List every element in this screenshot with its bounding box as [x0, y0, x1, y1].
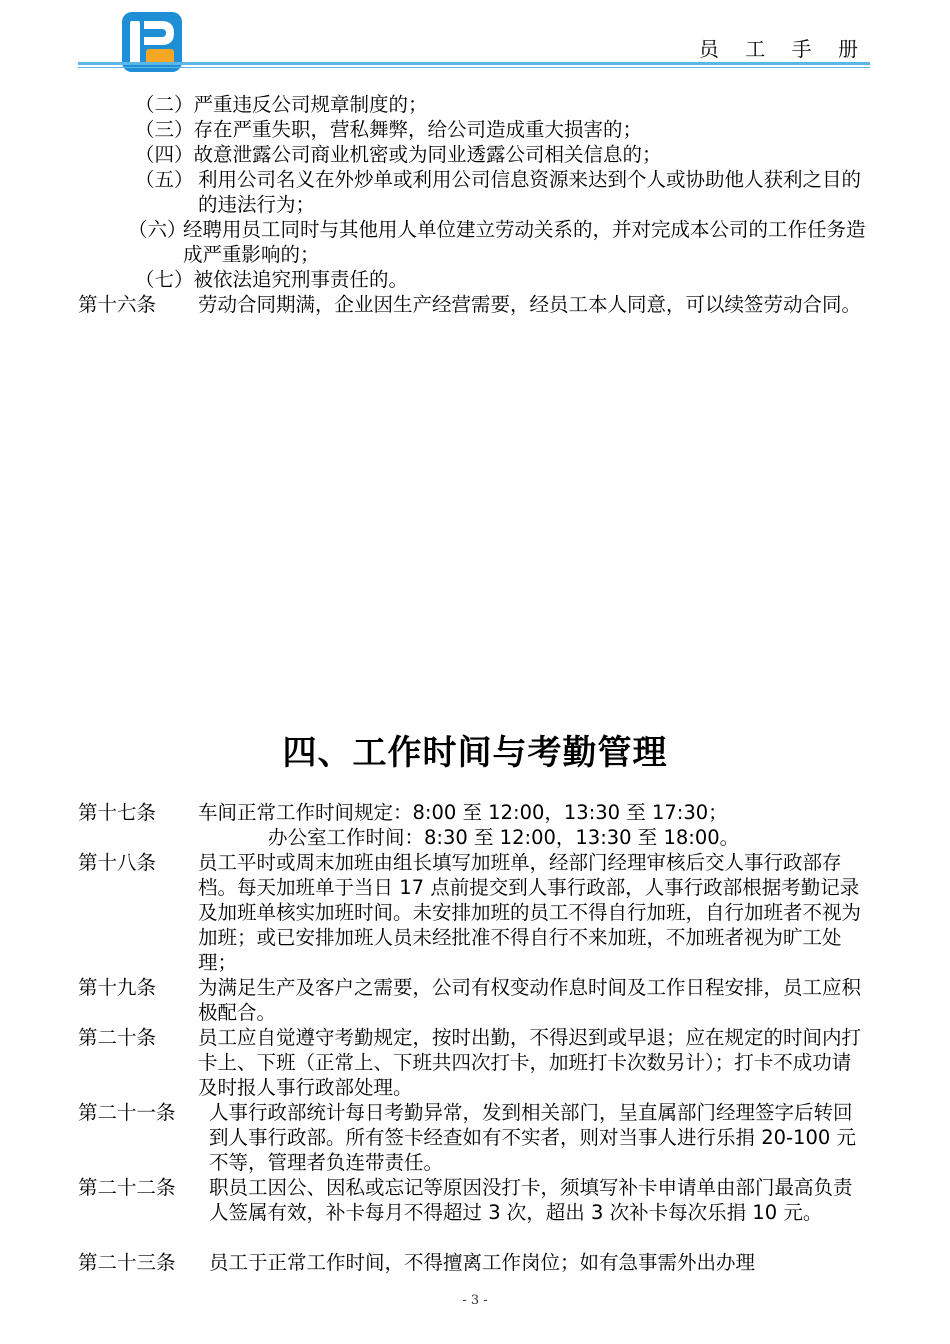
list-item-text: 利用公司名义在外炒单或利用公司信息资源来达到个人或协助他人获利之目的的违法行为； [198, 168, 862, 216]
article-18 [78, 850, 870, 975]
article-text: 劳动合同期满，企业因生产经营需要，经员工本人同意，可以续签劳动合同。 [198, 293, 862, 316]
list-item [135, 267, 408, 292]
list-item-label: （三） [135, 118, 194, 141]
list-item-label: （五） [135, 168, 194, 191]
article-20 [78, 1025, 870, 1100]
article-text-line2: 办公室工作时间：8:30 至 12:00，13:30 至 18:00。 [268, 826, 740, 849]
article-text: 员工于正常工作时间，不得擅离工作岗位；如有急事需外出办理 [209, 1251, 756, 1274]
article-text-line1: 车间正常工作时间规定：8:00 至 12:00，13:30 至 17:30； [198, 801, 728, 824]
list-item-label: （二） [135, 93, 194, 116]
article-label: 第二十二条 [78, 1176, 176, 1199]
article-text: 为满足生产及客户之需要，公司有权变动作息时间及工作日程安排，员工应积极配合。 [198, 976, 862, 1024]
list-item [135, 167, 870, 217]
list-item-text: 严重违反公司规章制度的； [193, 93, 428, 116]
list-item [128, 217, 870, 267]
article-label: 第十八条 [78, 851, 157, 874]
article-label: 第十七条 [78, 801, 157, 824]
article-text: 员工应自觉遵守考勤规定，按时出勤，不得迟到或早退；应在规定的时间内打卡上、下班（正常上、下班共四次打卡，加班打卡次数另计）；打卡不成功请及时报人事行政部处理。 [198, 1026, 862, 1099]
list-item [135, 117, 642, 142]
list-item-label: （七） [135, 268, 194, 291]
article-label: 第二十三条 [78, 1251, 176, 1274]
article-label: 第十六条 [78, 293, 157, 316]
article-22 [78, 1175, 870, 1250]
article-label: 第十九条 [78, 976, 157, 999]
list-item [135, 142, 662, 167]
section-title: 四、工作时间与考勤管理 [282, 733, 668, 773]
list-item [135, 92, 428, 117]
article-text: 员工平时或周末加班由组长填写加班单，经部门经理审核后交人事行政部存档。每天加班单于当日 17 点前提交到人事行政部，人事行政部根据考勤记录及加班单核实加班时间。未安排加班的员工不得自行加班，自行加班者不视为加班；或已安排加班人员未经批准不得自行不来加班，不加班者视为旷工处理； [198, 851, 862, 974]
header-divider [78, 62, 870, 65]
list-item-label: （四） [135, 143, 194, 166]
article-21 [78, 1100, 870, 1175]
article-label: 第二十一条 [78, 1101, 176, 1124]
article-19 [78, 975, 870, 1025]
article-16 [78, 292, 870, 342]
page-number: - 3 - [462, 1293, 488, 1308]
list-item-text: 存在严重失职，营私舞弊，给公司造成重大损害的； [193, 118, 643, 141]
article-label: 第二十条 [78, 1026, 157, 1049]
list-item-label: （六） [128, 218, 187, 241]
list-item-text: 被依法追究刑事责任的。 [193, 268, 409, 291]
article-text: 人事行政部统计每日考勤异常，发到相关部门，呈直属部门经理签字后转回到人事行政部。所有签卡经查如有不实者，则对当事人进行乐捐 20-100 元不等，管理者负连带责任。 [209, 1101, 856, 1174]
header-divider-thin [78, 67, 870, 68]
document-header-title: 员 工 手 册 [698, 37, 868, 61]
article-text: 职员工因公、因私或忘记等原因没打卡，须填写补卡申请单由部门最高负责人签属有效，补卡每月不得超过 3 次，超出 3 次补卡每次乐捐 10 元。 [209, 1176, 853, 1224]
article-17 [78, 800, 870, 850]
list-item-text: 故意泄露公司商业机密或为同业透露公司相关信息的； [193, 143, 662, 166]
article-23 [78, 1250, 870, 1275]
list-item-text: 经聘用员工同时与其他用人单位建立劳动关系的，并对完成本公司的工作任务造成严重影响的； [183, 218, 866, 266]
